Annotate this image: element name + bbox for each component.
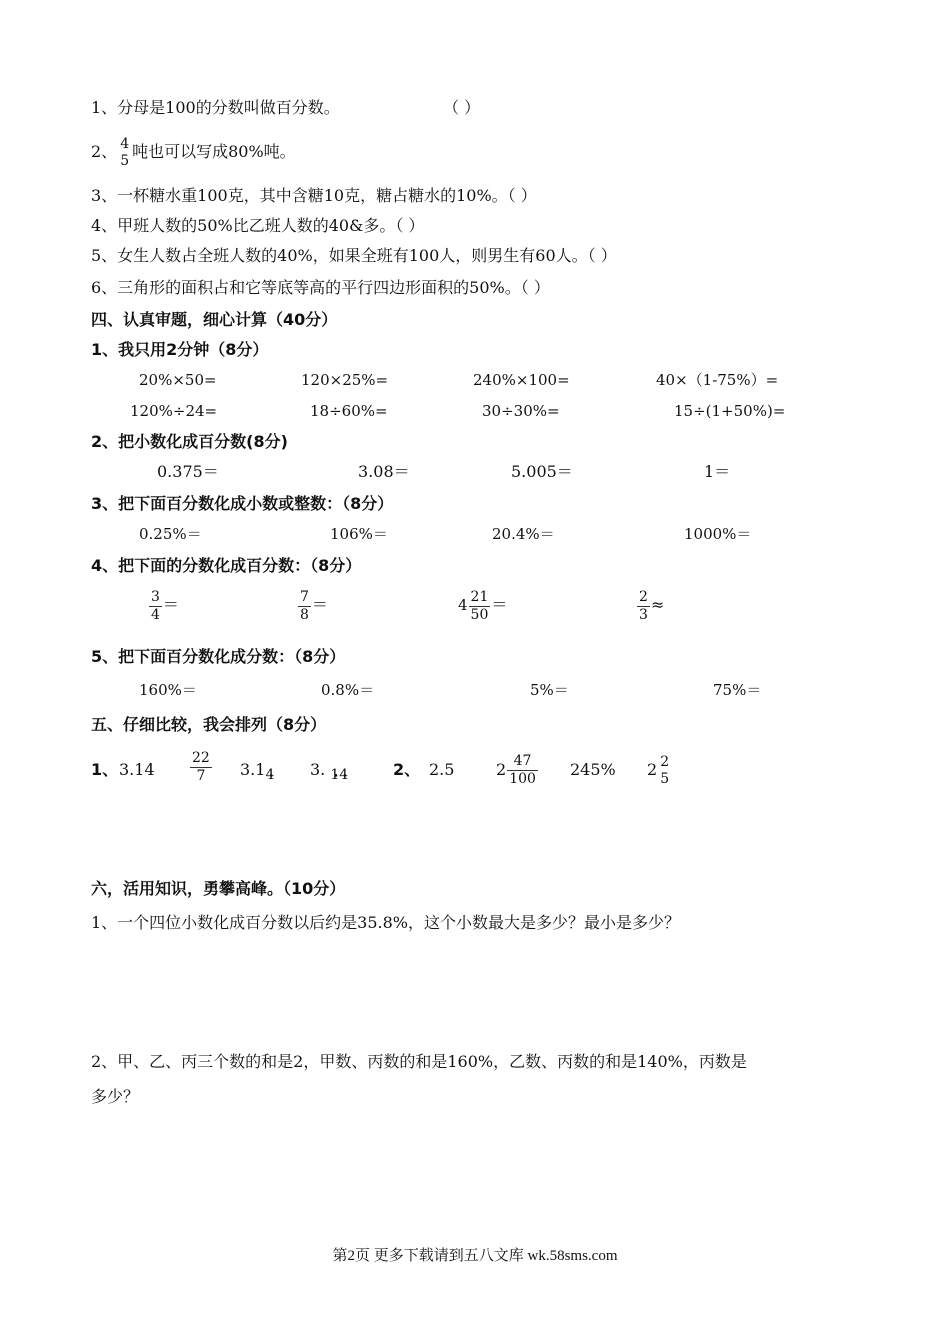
fraction-item: $\frac{2}{3}$ ≈ (639, 588, 665, 623)
calc-item: 18÷60%= (310, 402, 388, 420)
judge-item-3: 3、一杯糖水重100克，其中含糖10克，糖占糖水的10%。（ ） (91, 186, 537, 205)
judge-item-6: 6、三角形的面积占和它等底等高的平行四边形面积的50%。（ ） (91, 278, 550, 297)
fraction-item: 4 $\frac{21}{50}$ ＝ (458, 588, 508, 623)
judge-item-5: 5、女生人数占全班人数的40%，如果全班有100人，则男生有60人。（ ） (91, 246, 617, 265)
sec6-question-2-line1: 2、甲、乙、丙三个数的和是2，甲数、丙数的和是160%，乙数、丙数的和是140%，丙数是 (91, 1052, 747, 1071)
calc-item: 20.4%＝ (492, 525, 555, 543)
calc-item: 20%×50= (139, 371, 217, 389)
sec4-q4-title: 4、把下面的分数化成百分数：（8分） (91, 556, 362, 575)
calc-item: 5%＝ (530, 681, 569, 699)
calc-item: 5.005＝ (511, 462, 573, 481)
judge-item-4: 4、甲班人数的50%比乙班人数的40&多。（ ） (91, 216, 425, 235)
calc-item: 15÷(1+50%)= (674, 402, 786, 420)
sec6-question-2-line2: 多少？ (91, 1087, 140, 1106)
section-6-title: 六，活用知识，勇攀高峰。（10分） (91, 879, 346, 898)
calc-item: 120×25%= (301, 371, 389, 389)
fraction: $\frac{22}{7}$ (192, 750, 210, 784)
mixed-number: 2 $\frac{47}{100}$ (496, 753, 536, 787)
calc-item: 30÷30%= (482, 402, 560, 420)
sec6-question-1: 1、一个四位小数化成百分数以后约是35.8%，这个小数最大是多少？最小是多少？ (91, 913, 681, 932)
section-4-title: 四、认真审题，细心计算（40分） (91, 310, 338, 329)
calc-item: 0.25%＝ (139, 525, 202, 543)
calc-item: 106%＝ (330, 525, 388, 543)
calc-item: 160%＝ (139, 681, 197, 699)
repeating-decimal: 3.1• 4 (240, 750, 274, 791)
fraction-item: $\frac{7}{8}$ ＝ (300, 588, 328, 623)
calc-item: 0.8%＝ (321, 681, 375, 699)
repeating-decimal: 3. • 1• 4 (310, 750, 348, 791)
compare-row: 1、 3.14 $\frac{22}{7}$ 3.1• 4 3. • 1• 4 2、 2.5 2 $\frac{47}{100}$ 245% 2 2 5 (91, 750, 911, 794)
calc-item: 0.375＝ (157, 462, 219, 481)
calc-item: 75%＝ (713, 681, 762, 699)
calc-item: 1＝ (704, 462, 731, 481)
sec4-q5-title: 5、把下面百分数化成分数：（8分） (91, 647, 346, 666)
judge-item-1: 1、分母是100的分数叫做百分数。 （ ） (91, 98, 481, 117)
sec4-q2-title: 2、把小数化成百分数(8分) (91, 432, 288, 451)
sec4-q3-title: 3、把下面百分数化成小数或整数：（8分） (91, 494, 394, 513)
fraction-item: $\frac{3}{4}$ ＝ (151, 588, 179, 623)
sec4-q1-title: 1、我只用2分钟（8分） (91, 340, 269, 359)
calc-item: 40×（1-75%）= (656, 371, 779, 389)
section-5-title: 五、仔细比较，我会排列（8分） (91, 715, 327, 734)
calc-item: 1000%＝ (684, 525, 752, 543)
mixed-number: 2 2 5 (647, 753, 670, 787)
calc-item: 240%×100= (473, 371, 570, 389)
calc-item: 3.08＝ (358, 462, 410, 481)
judge-item-2: 2、 4 5 吨也可以写成80%吨。 (91, 135, 296, 169)
calc-item: 120%÷24= (130, 402, 218, 420)
page-footer: 第2页 更多下载请到五八文库 wk.58sms.com (332, 1248, 618, 1264)
fraction: 4 5 (120, 135, 130, 169)
